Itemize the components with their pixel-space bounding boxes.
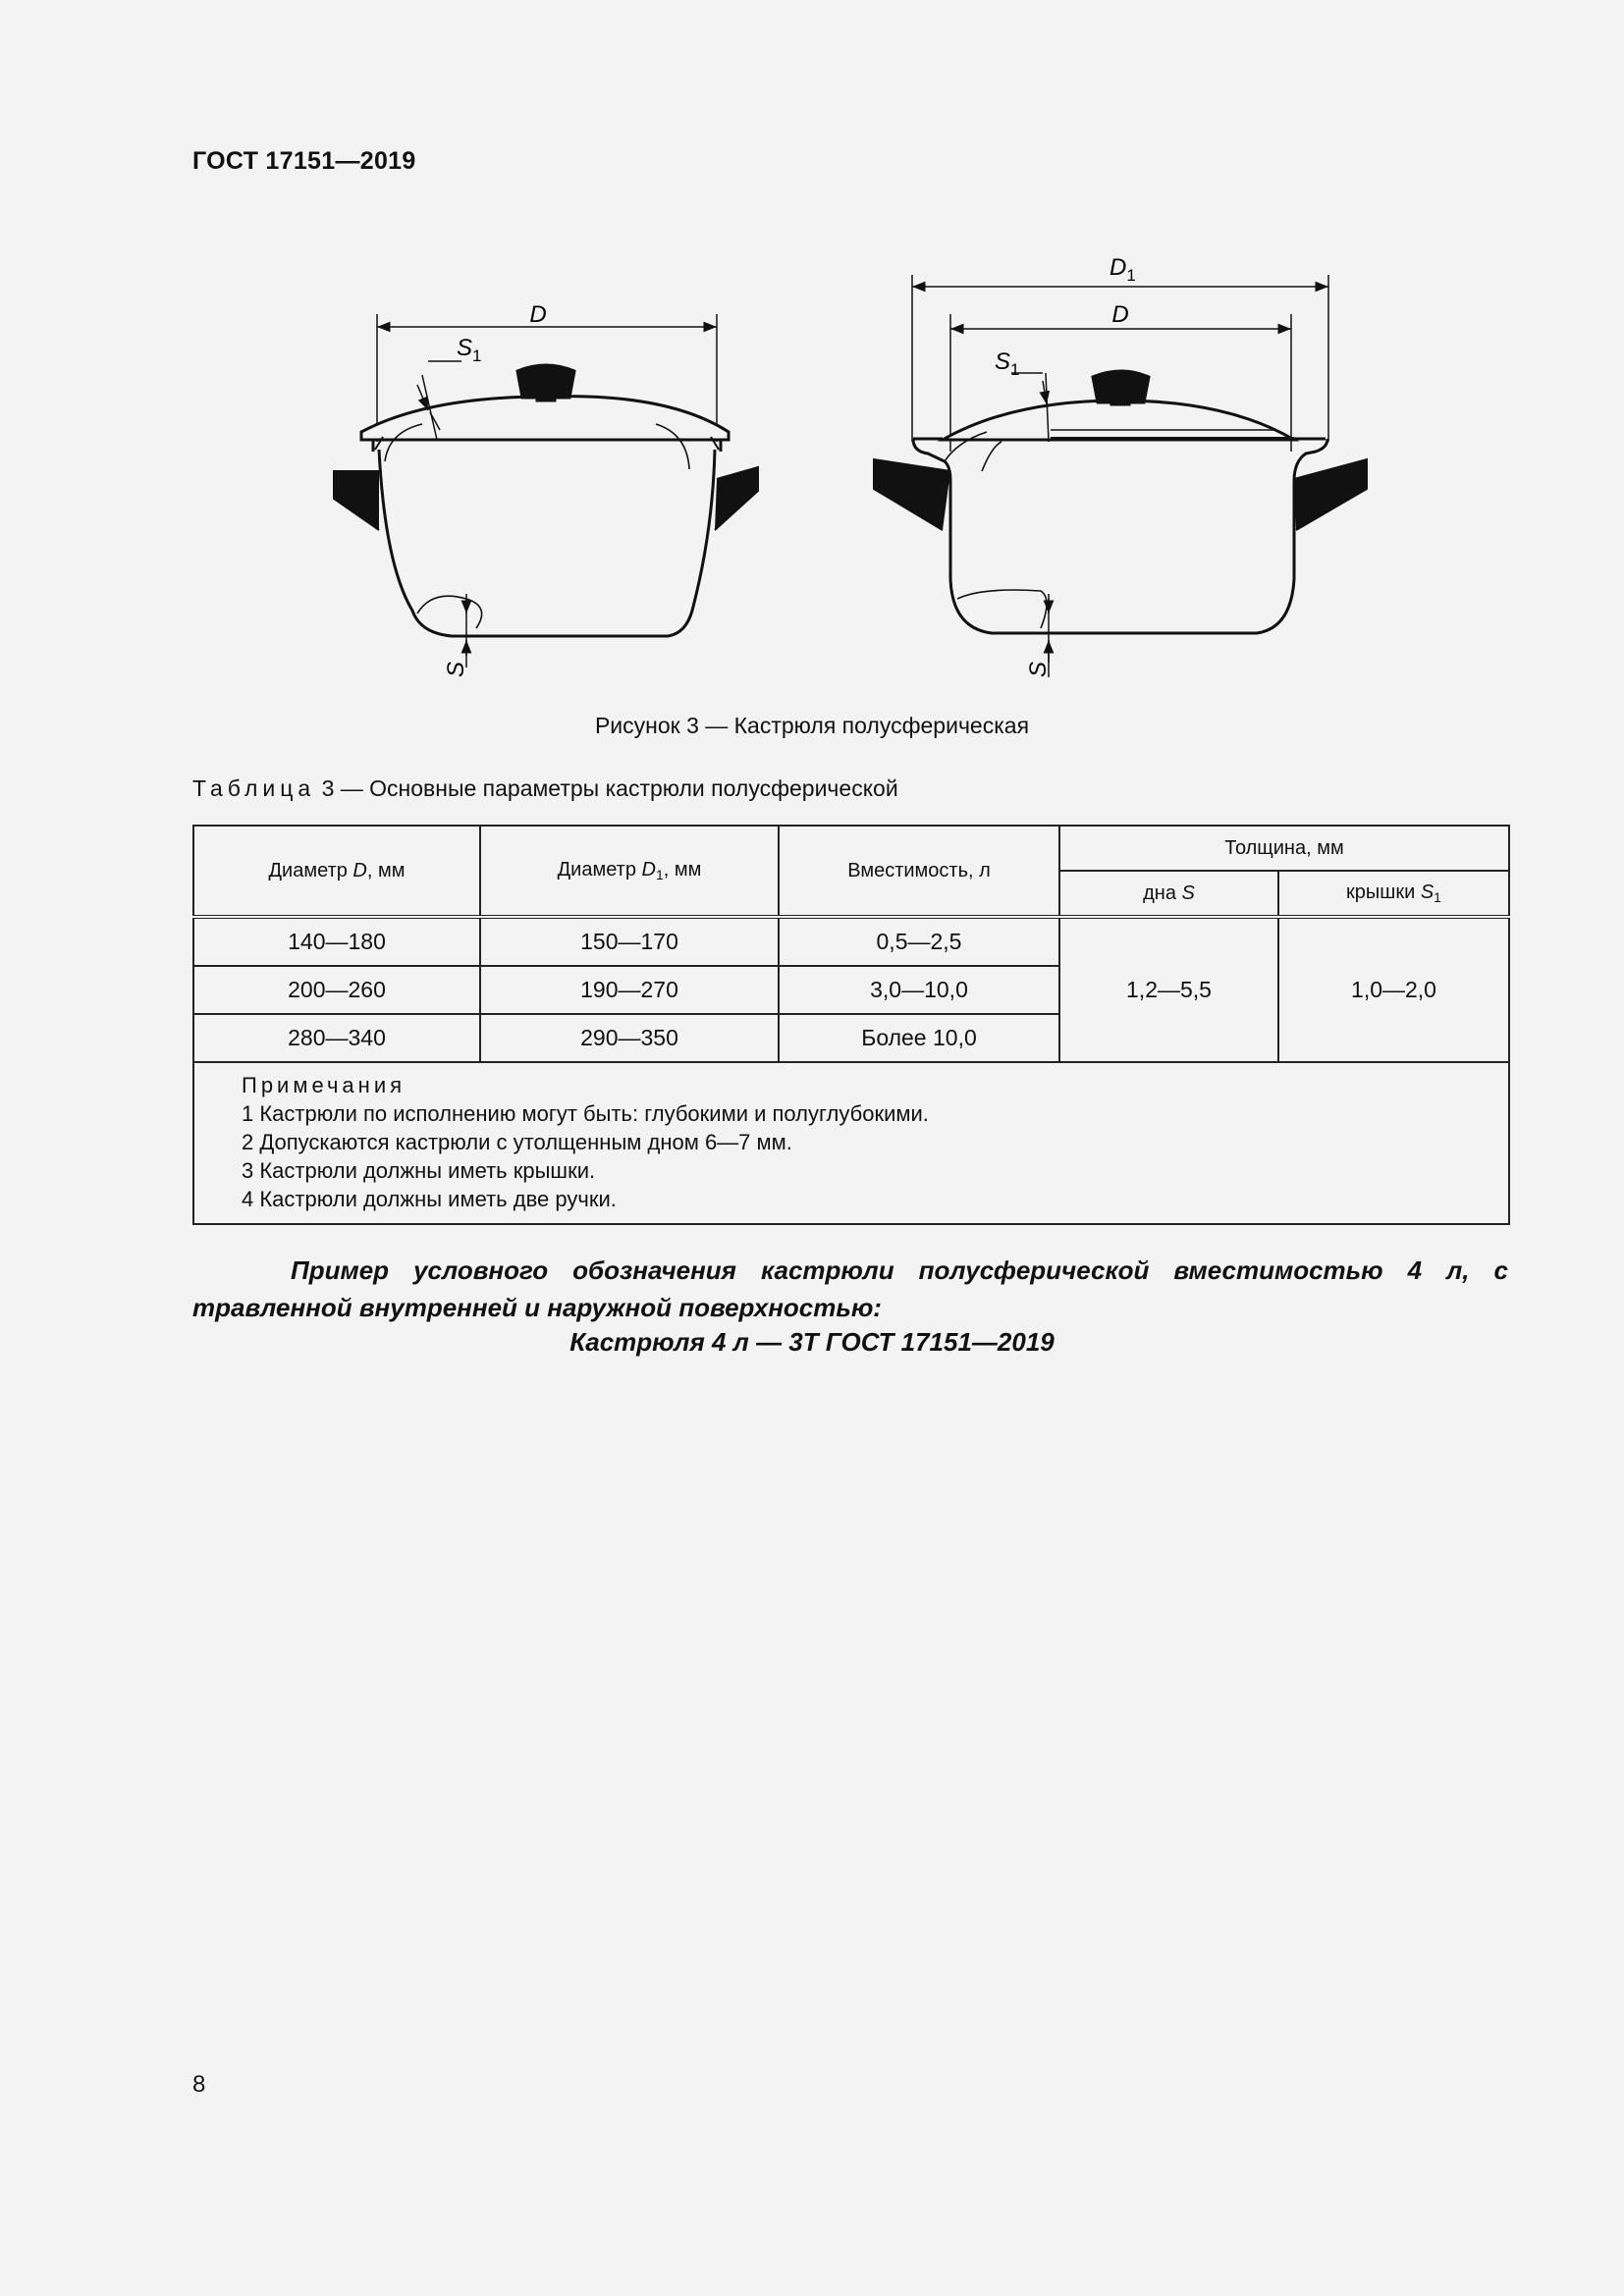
cell-diameter-d1: 150—170 (480, 917, 779, 966)
header-thickness: Толщина, мм (1059, 826, 1509, 871)
figure-caption: Рисунок 3 — Кастрюля полусферическая (594, 713, 1030, 738)
left-label-s1: $S_1$ (457, 335, 482, 365)
note-item: 3 Кастрюли должны иметь крышки. (242, 1158, 596, 1183)
cell-capacity: 3,0—10,0 (779, 966, 1059, 1014)
left-label-s: S (443, 661, 469, 677)
pot-figure (314, 240, 1394, 692)
left-pot-drawing (334, 314, 758, 667)
table-title: Таблица 3 — Основные параметры кастрюли полусферической (192, 775, 898, 801)
cell-diameter-d1: 290—350 (480, 1014, 779, 1062)
header-lid-thickness: крышки $S_1$ (1278, 871, 1509, 917)
cell-thickness-lid: 1,0—2,0 (1278, 917, 1509, 1062)
left-label-d: D (529, 301, 547, 328)
right-label-s: S (1025, 661, 1052, 677)
parameters-table (192, 825, 1510, 1225)
cell-diameter-d: 200—260 (193, 966, 480, 1014)
page-number: 8 (192, 2071, 206, 2098)
table-notes-row (193, 1062, 1509, 1224)
notes-title: Примечания (242, 1073, 406, 1097)
cell-diameter-d1: 190—270 (480, 966, 779, 1014)
page-header: ГОСТ 17151—2019 (192, 147, 416, 175)
table-notes (193, 1062, 1509, 1224)
right-label-s1: $S_1$ (995, 348, 1020, 379)
note-item: 1 Кастрюли по исполнению могут быть: глубокими и полуглубокими. (242, 1101, 929, 1126)
cell-capacity: Более 10,0 (779, 1014, 1059, 1062)
designation-formula: Кастрюля 4 л — 3Т ГОСТ 17151—2019 (569, 1327, 1055, 1357)
cell-diameter-d: 280—340 (193, 1014, 480, 1062)
header-capacity: Вместимость, л (779, 826, 1059, 917)
note-item: 2 Допускаются кастрюли с утолщенным дном 6—7 мм. (242, 1130, 792, 1154)
right-pot-drawing (874, 275, 1367, 677)
table-row (193, 917, 1509, 966)
cell-diameter-d: 140—180 (193, 917, 480, 966)
cell-thickness-bottom: 1,2—5,5 (1059, 917, 1278, 1062)
table-header-row (193, 826, 1509, 871)
right-label-d1: $D_1$ (1110, 254, 1136, 285)
designation-example: Пример условного обозначения кастрюли полусферической вместимостью 4 л, с травленной внутренней и наружной поверхностью: (192, 1255, 1508, 1322)
right-label-d: D (1111, 301, 1129, 328)
cell-capacity: 0,5—2,5 (779, 917, 1059, 966)
header-bottom-thickness: дна S (1059, 871, 1278, 917)
note-item: 4 Кастрюли должны иметь две ручки. (242, 1187, 617, 1211)
header-diameter-d1: Диаметр $D_1$, мм (480, 826, 779, 917)
header-diameter-d: Диаметр D, мм (193, 826, 480, 917)
